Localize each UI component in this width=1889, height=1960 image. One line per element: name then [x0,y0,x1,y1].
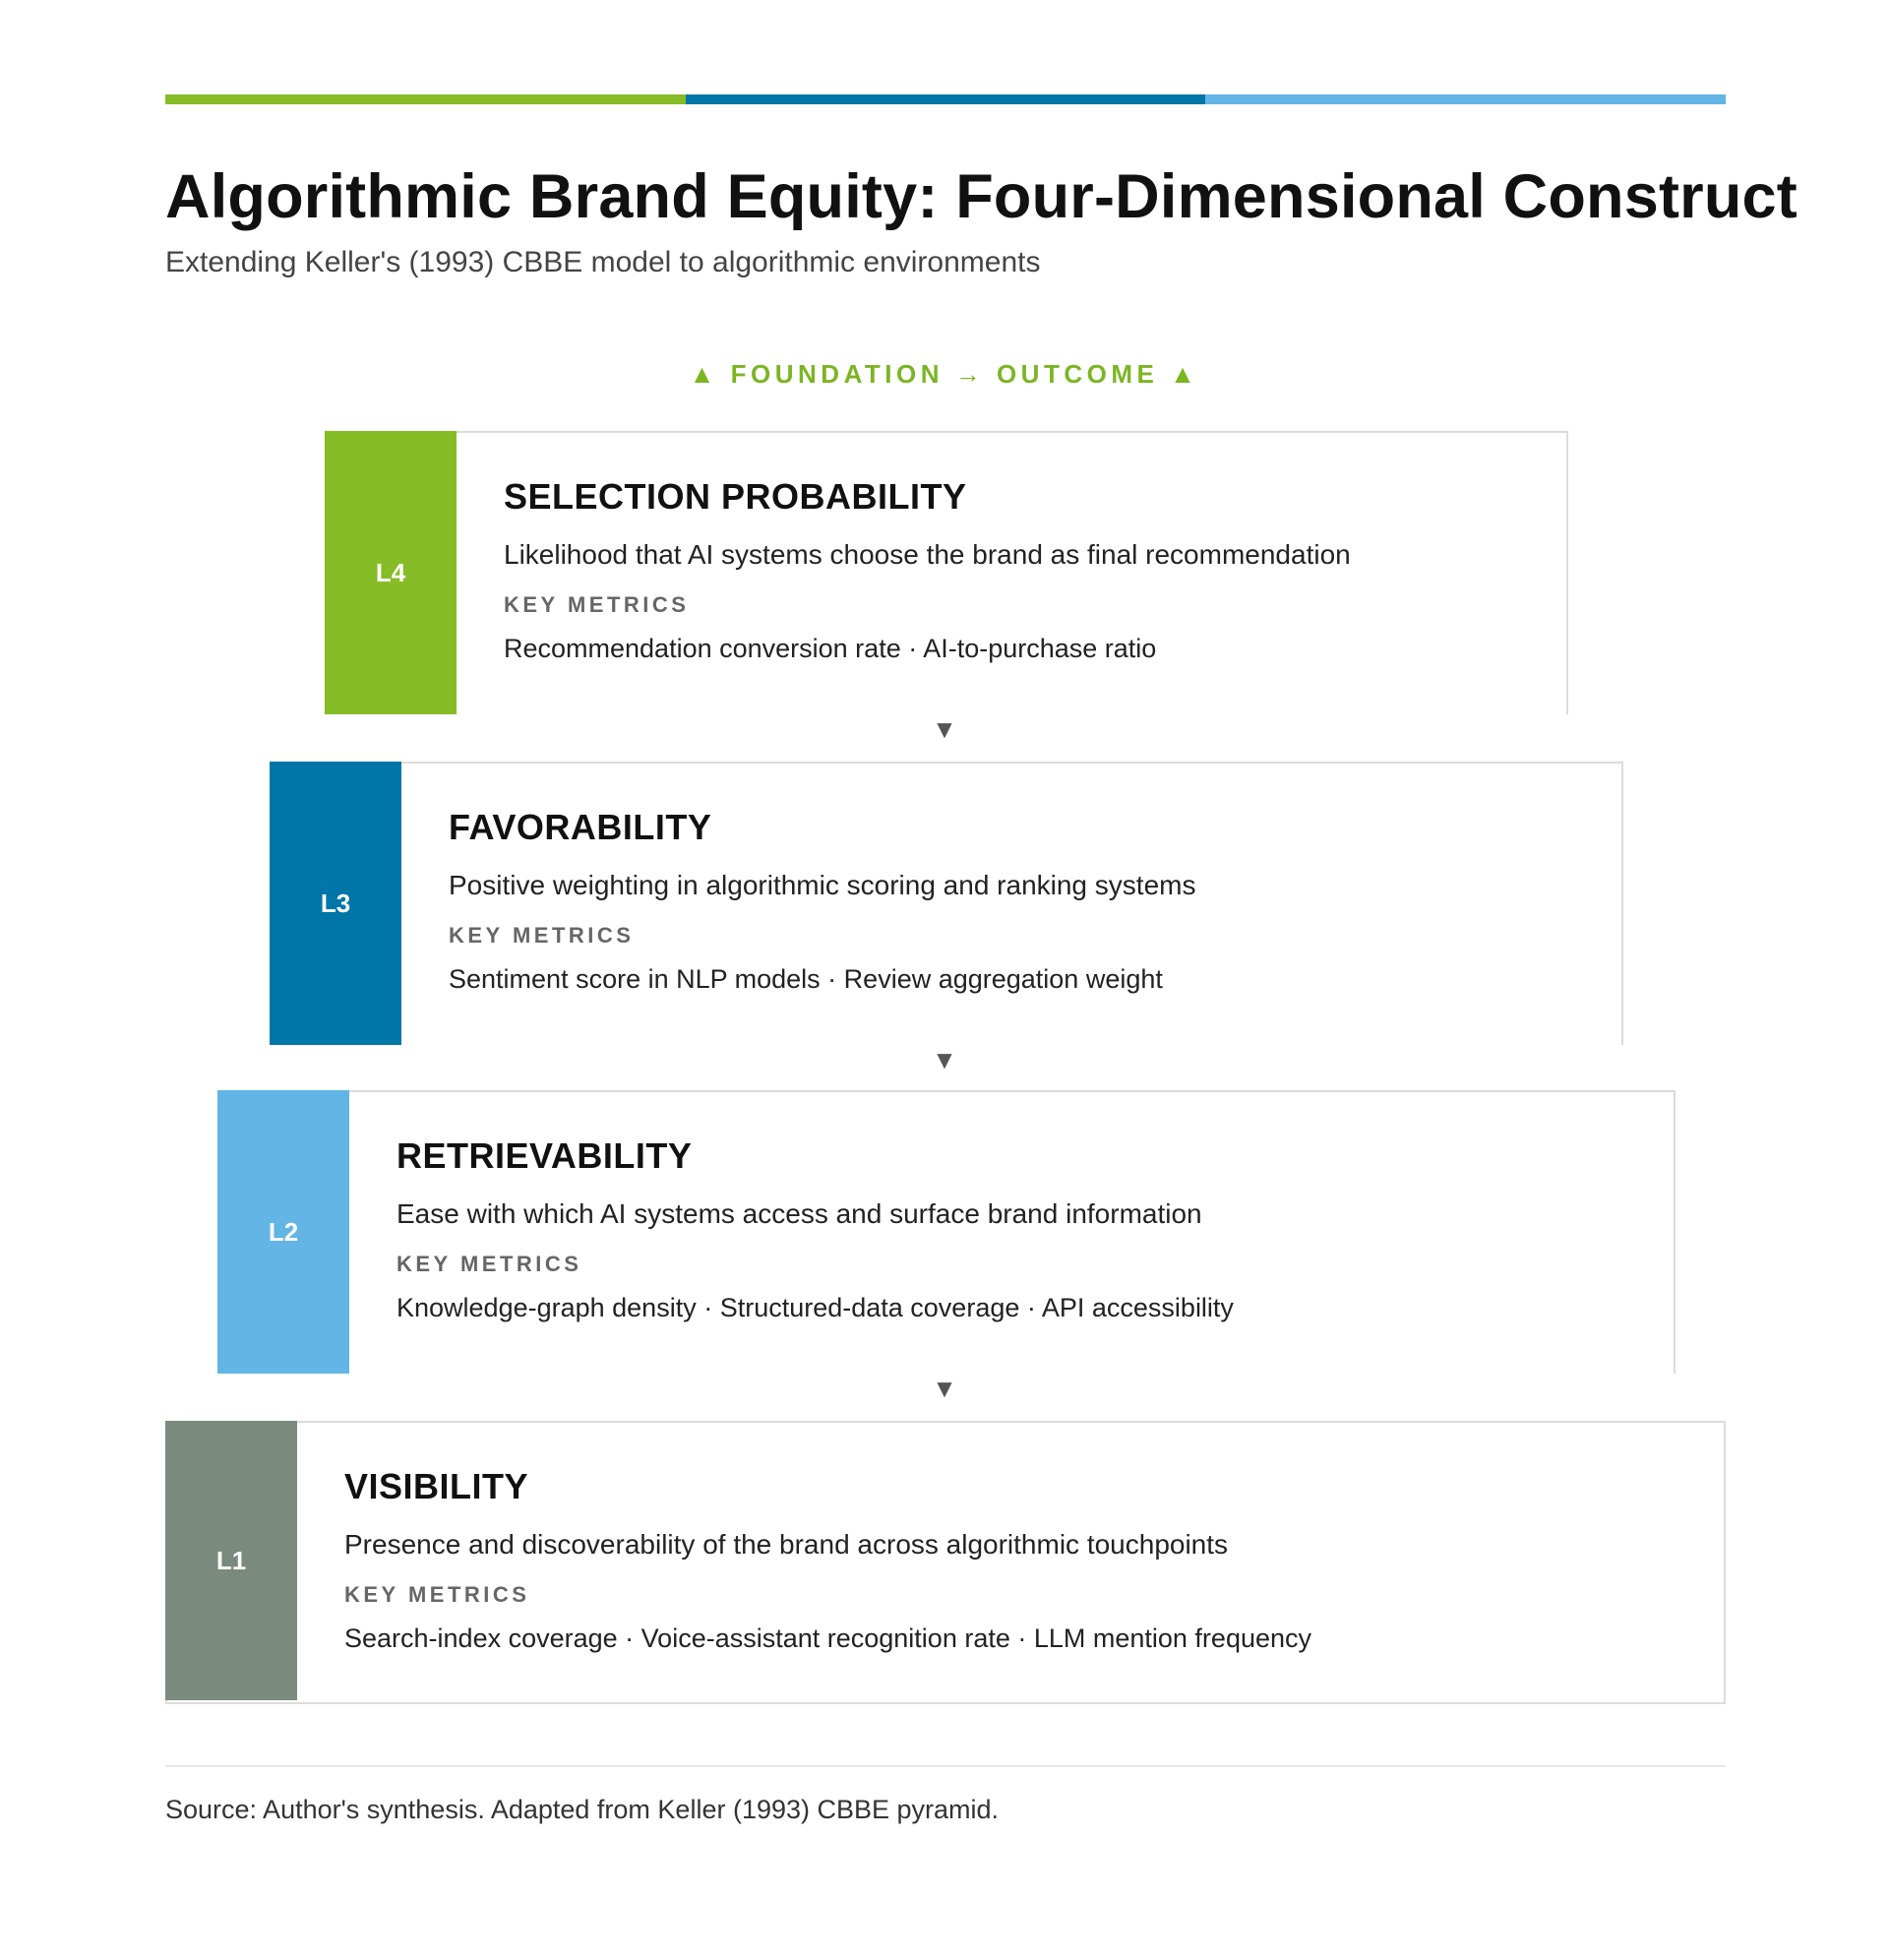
page-subtitle: Extending Keller's (1993) CBBE model to algorithmic environments [165,246,1041,278]
level-content-l3 [401,764,1195,1045]
top-bar-segment-green [165,94,686,104]
page-title: Algorithmic Brand Equity: Four-Dimensional Construct [165,162,1798,231]
key-metrics-label: KEY METRICS [449,923,635,948]
down-arrow-icon: ▼ [932,1374,957,1403]
level-card-l4 [325,431,1568,714]
level-title: SELECTION PROBABILITY [504,476,967,517]
level-description: Ease with which AI systems access and surface brand information [396,1198,1202,1229]
level-description: Positive weighting in algorithmic scoring and ranking systems [449,870,1196,900]
level-description: Presence and discoverability of the brand across algorithmic touchpoints [344,1529,1229,1560]
level-content-l1 [297,1423,1311,1702]
key-metrics-label: KEY METRICS [396,1252,582,1276]
level-content-l4 [457,433,1351,714]
key-metrics-label: KEY METRICS [504,592,690,617]
footer-divider [165,1765,1726,1767]
level-card-l1 [165,1421,1726,1704]
key-metrics-list: Sentiment score in NLP models · Review aggregation weight [449,964,1163,994]
level-description: Likelihood that AI systems choose the brand as final recommendation [504,539,1351,570]
down-arrow-icon: ▼ [932,714,957,744]
level-title: VISIBILITY [344,1466,529,1506]
top-bar-segment-blue [686,94,1206,104]
key-metrics-label: KEY METRICS [344,1582,530,1607]
down-arrow-icon: ▼ [932,1045,957,1074]
level-badge-l3: L3 [270,762,401,1045]
direction-label: ▲ FOUNDATION → OUTCOME ▲ [689,359,1200,389]
level-badge-l1: L1 [165,1421,297,1700]
level-title: FAVORABILITY [449,807,712,847]
top-bar-segment-light-blue [1205,94,1726,104]
level-card-l3 [270,762,1623,1045]
level-title: RETRIEVABILITY [396,1135,693,1176]
key-metrics-list: Search-index coverage · Voice-assistant recognition rate · LLM mention frequency [344,1623,1312,1653]
key-metrics-list: Recommendation conversion rate · AI-to-purchase ratio [504,634,1157,663]
level-card-l2 [217,1090,1676,1374]
level-content-l2 [349,1092,1234,1374]
top-color-bar [165,94,1726,104]
level-badge-l4: L4 [325,431,457,714]
key-metrics-list: Knowledge-graph density · Structured-data coverage · API accessibility [396,1293,1234,1322]
level-badge-l2: L2 [217,1090,349,1374]
source-note: Source: Author's synthesis. Adapted from Keller (1993) CBBE pyramid. [165,1795,1000,1824]
